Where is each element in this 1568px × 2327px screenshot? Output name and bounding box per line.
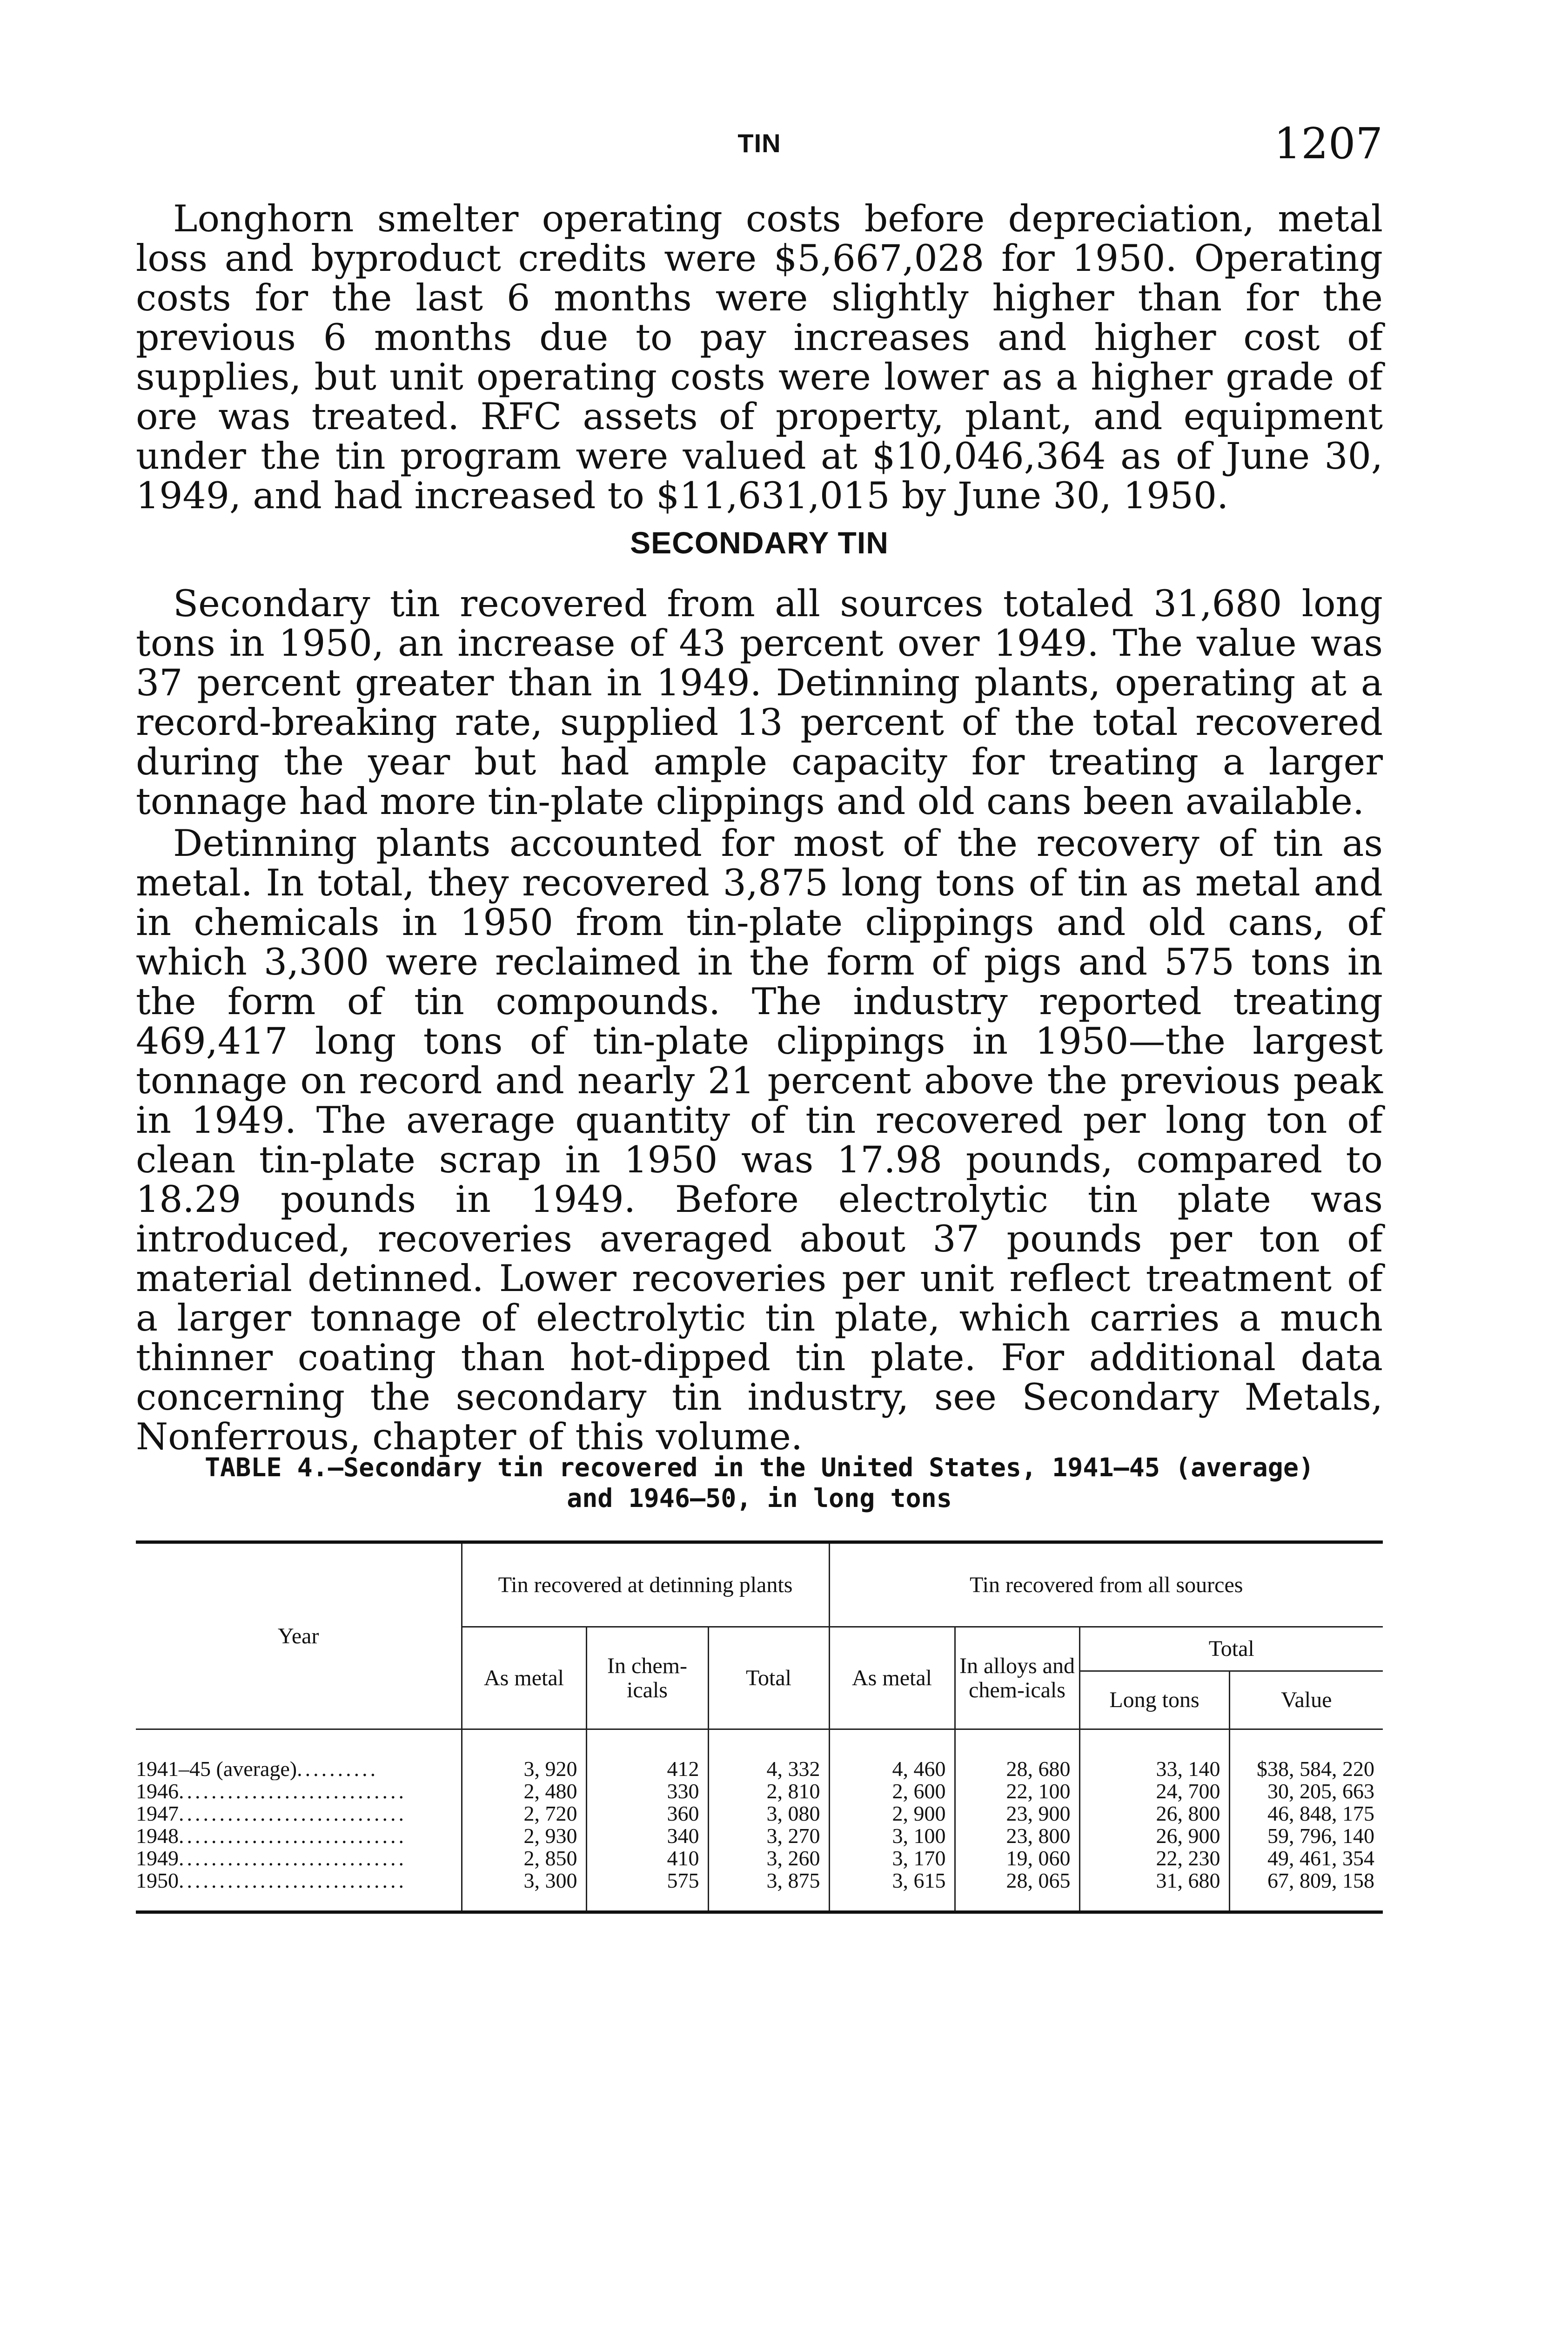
body-paragraph-1 xyxy=(136,199,1383,516)
year-label: 1948 xyxy=(136,1825,179,1847)
header-long-tons: Long tons xyxy=(1079,1671,1229,1729)
header-total: Total xyxy=(708,1627,829,1729)
section-heading: SECONDARY TIN xyxy=(630,525,889,560)
table-row xyxy=(136,1780,1383,1802)
header-as-metal-all: As metal xyxy=(829,1627,955,1729)
cell-as-metal: 3, 920 xyxy=(462,1729,586,1781)
cell-long-tons: 24, 700 xyxy=(1079,1780,1229,1802)
cell-as-metal-all: 3, 100 xyxy=(829,1825,955,1847)
year-label: 1947 xyxy=(136,1802,179,1825)
table-row xyxy=(136,1847,1383,1870)
cell-as-metal-all: 4, 460 xyxy=(829,1729,955,1781)
header-as-metal: As metal xyxy=(462,1627,586,1729)
cell-long-tons: 26, 900 xyxy=(1079,1825,1229,1847)
running-title: TIN xyxy=(737,128,781,158)
cell-in-alloys: 28, 065 xyxy=(955,1870,1079,1912)
dot-leader: ............................ xyxy=(179,1870,407,1892)
data-table-container xyxy=(136,1540,1383,1914)
header-in-alloys: In alloys and chem-icals xyxy=(955,1627,1079,1729)
year-label: 1946 xyxy=(136,1780,179,1802)
cell-value: 59, 796, 140 xyxy=(1229,1825,1383,1847)
cell-in-chemicals: 412 xyxy=(586,1729,708,1781)
dot-leader: .......... xyxy=(297,1757,379,1780)
cell-value: 49, 461, 354 xyxy=(1229,1847,1383,1870)
cell-as-metal: 2, 480 xyxy=(462,1780,586,1802)
cell-year xyxy=(136,1825,462,1847)
table-row xyxy=(136,1825,1383,1847)
cell-in-alloys: 23, 900 xyxy=(955,1802,1079,1825)
header-group-detinning: Tin recovered at detinning plants xyxy=(462,1542,829,1627)
table-caption xyxy=(136,1452,1383,1513)
body-paragraph-3 xyxy=(136,824,1383,1457)
cell-as-metal: 2, 930 xyxy=(462,1825,586,1847)
paragraph-text: Secondary tin recovered from all sources totaled 31,680 long tons in 1950, an increase of 43 percent over 1949. The value was 37 percent greater than in 1949. Detinning plants, operating at a record-breaking rate, supplied 13 percent of the total recovered during the year but had ample capacity for treating a larger tonnage had more tin-plate clippings and old cans been available. xyxy=(136,582,1383,823)
dot-leader: ............................ xyxy=(179,1847,407,1870)
body-paragraph-2 xyxy=(136,584,1383,821)
cell-in-alloys: 23, 800 xyxy=(955,1825,1079,1847)
secondary-tin-table xyxy=(136,1540,1383,1914)
cell-long-tons: 26, 800 xyxy=(1079,1802,1229,1825)
cell-total: 2, 810 xyxy=(708,1780,829,1802)
cell-as-metal-all: 2, 600 xyxy=(829,1780,955,1802)
page-header xyxy=(136,119,1383,170)
cell-year xyxy=(136,1802,462,1825)
cell-long-tons: 22, 230 xyxy=(1079,1847,1229,1870)
cell-long-tons: 31, 680 xyxy=(1079,1870,1229,1912)
cell-value: 30, 205, 663 xyxy=(1229,1780,1383,1802)
cell-in-chemicals: 340 xyxy=(586,1825,708,1847)
header-year: Year xyxy=(136,1542,462,1729)
cell-value: 46, 848, 175 xyxy=(1229,1802,1383,1825)
cell-in-chemicals: 360 xyxy=(586,1802,708,1825)
table-body xyxy=(136,1729,1383,1912)
page-number: 1207 xyxy=(1273,119,1383,168)
table-caption-line-2: and 1946–50, in long tons xyxy=(567,1483,952,1513)
header-group-all-sources: Tin recovered from all sources xyxy=(829,1542,1383,1627)
cell-long-tons: 33, 140 xyxy=(1079,1729,1229,1781)
cell-as-metal-all: 3, 615 xyxy=(829,1870,955,1912)
cell-total: 4, 332 xyxy=(708,1729,829,1781)
cell-as-metal: 3, 300 xyxy=(462,1870,586,1912)
table-caption-line-1: TABLE 4.—Secondary tin recovered in the United States, 1941–45 (average) xyxy=(204,1453,1314,1482)
cell-in-chemicals: 575 xyxy=(586,1870,708,1912)
header-in-chemicals: In chem-icals xyxy=(586,1627,708,1729)
cell-in-alloys: 22, 100 xyxy=(955,1780,1079,1802)
header-value: Value xyxy=(1229,1671,1383,1729)
cell-value: $38, 584, 220 xyxy=(1229,1729,1383,1781)
header-total-group: Total xyxy=(1079,1627,1383,1671)
dot-leader: ............................ xyxy=(179,1780,407,1802)
cell-as-metal-all: 2, 900 xyxy=(829,1802,955,1825)
cell-year xyxy=(136,1729,462,1781)
cell-total: 3, 270 xyxy=(708,1825,829,1847)
table-row xyxy=(136,1729,1383,1781)
table-row xyxy=(136,1802,1383,1825)
cell-year xyxy=(136,1870,462,1912)
cell-total: 3, 080 xyxy=(708,1802,829,1825)
table-row xyxy=(136,1870,1383,1912)
cell-as-metal: 2, 720 xyxy=(462,1802,586,1825)
dot-leader: ............................ xyxy=(179,1802,407,1825)
cell-in-chemicals: 330 xyxy=(586,1780,708,1802)
cell-in-alloys: 19, 060 xyxy=(955,1847,1079,1870)
cell-year xyxy=(136,1847,462,1870)
cell-total: 3, 260 xyxy=(708,1847,829,1870)
cell-total: 3, 875 xyxy=(708,1870,829,1912)
year-label: 1950 xyxy=(136,1870,179,1892)
cell-in-chemicals: 410 xyxy=(586,1847,708,1870)
paragraph-text: Detinning plants accounted for most of the recovery of tin as metal. In total, they recovered 3,875 long tons of tin as metal and in chemicals in 1950 from tin-plate clippings and old cans, of which 3,300 were reclaimed in the form of pigs and 575 tons in the form of tin compounds. The industry reported treating 469,417 long tons of tin-plate clippings in 1950—the largest tonnage on record and nearly 21 percent above the previous peak in 1949. The average quantity of tin recovered per long ton of clean tin-plate scrap in 1950 was 17.98 pounds, compared to 18.29 pounds in 1949. Before electrolytic tin plate was introduced, recoveries averaged about 37 pounds per ton of material detinned. Lower recoveries per unit reflect treatment of a larger tonnage of electrolytic tin plate, which carries a much thinner coating than hot-dipped tin plate. For additional data concerning the secondary tin industry, see Secondary Metals, Nonferrous, chapter of this volume. xyxy=(136,822,1383,1458)
cell-year xyxy=(136,1780,462,1802)
paragraph-text: Longhorn smelter operating costs before depreciation, metal loss and byproduct credits were $5,667,028 for 1950. Operating costs for the last 6 months were slightly higher than for the previous 6 months due to pay increases and higher cost of supplies, but unit operating costs were lower as a higher grade of ore was treated. RFC assets of property, plant, and equipment under the tin program were valued at $10,046,364 as of June 30, 1949, and had increased to $11,631,015 by June 30, 1950. xyxy=(136,197,1383,517)
cell-value: 67, 809, 158 xyxy=(1229,1870,1383,1912)
year-label: 1949 xyxy=(136,1847,179,1870)
year-label: 1941–45 (average) xyxy=(136,1757,297,1780)
dot-leader: ............................ xyxy=(179,1825,407,1847)
cell-in-alloys: 28, 680 xyxy=(955,1729,1079,1781)
cell-as-metal-all: 3, 170 xyxy=(829,1847,955,1870)
cell-as-metal: 2, 850 xyxy=(462,1847,586,1870)
